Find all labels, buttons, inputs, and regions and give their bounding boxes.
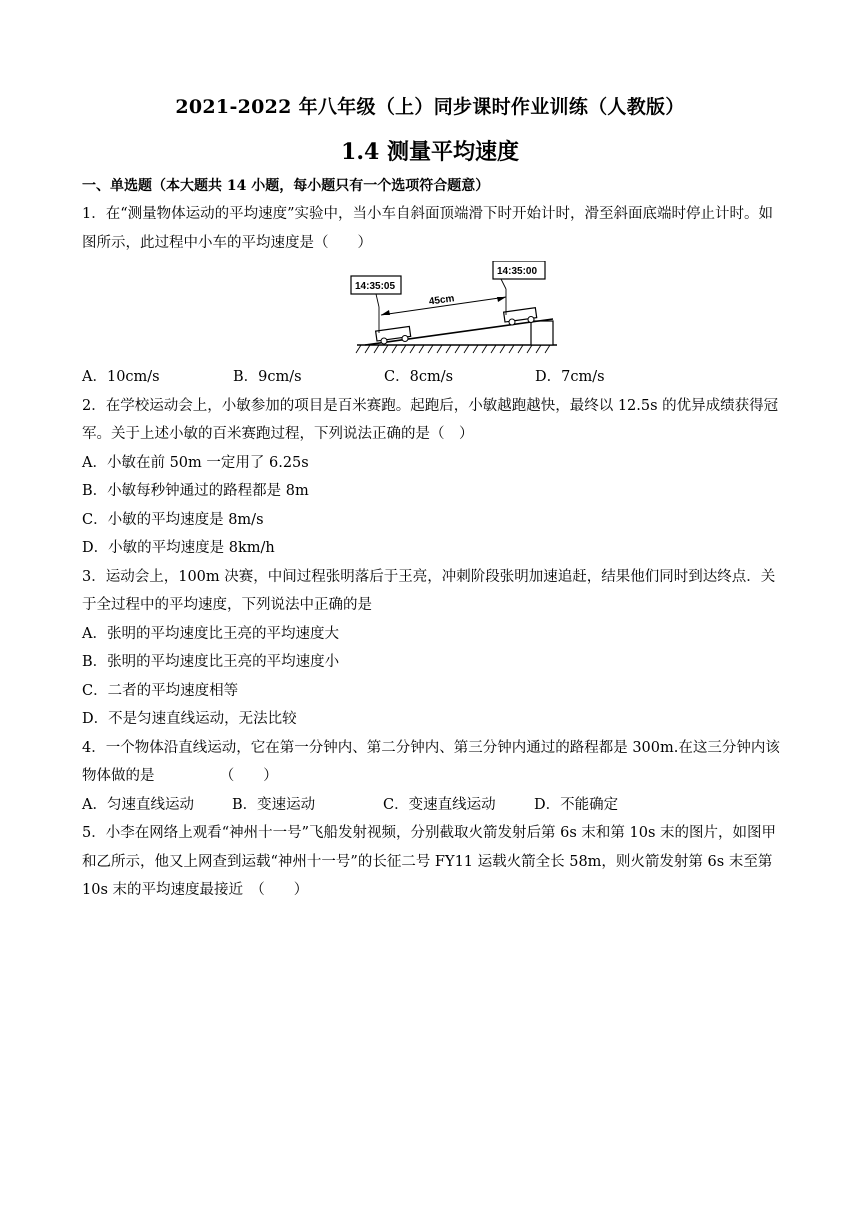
option-b: B．9cm/s: [233, 369, 302, 385]
incline-diagram: [343, 261, 583, 361]
lesson-title: 1.4 测量平均速度: [341, 139, 519, 165]
question-stem: 2．在学校运动会上，小敏参加的项目是百米赛跑。起跑后，小敏越跑越快，最终以 12.5s 的优异成绩获得冠军。关于上述小敏的百米赛跑过程，下列说法正确的是（ ）: [82, 397, 779, 442]
option-b: B．变速运动: [232, 796, 316, 813]
question-options: [82, 363, 782, 392]
option-a: A．小敏在前 50m 一定用了 6.25s: [82, 454, 309, 471]
option-b: B．张明的平均速度比王亮的平均速度小: [82, 654, 340, 670]
question-1: [82, 200, 782, 392]
option-b: B．小敏每秒钟通过的路程都是 8m: [82, 483, 309, 499]
distance-label: 45cm: [428, 293, 456, 308]
option-a: A．匀速直线运动: [82, 796, 194, 813]
arrow-head-right: [497, 297, 506, 302]
question-2: [82, 392, 782, 563]
question-4: [82, 734, 782, 820]
option-a: A．10cm/s: [82, 369, 160, 385]
question-5: [82, 819, 782, 905]
option-c: C．二者的平均速度相等: [82, 682, 239, 699]
arrow-head-left: [381, 310, 390, 315]
question-stem: 5．小李在网络上观看“神州十一号”飞船发射视频，分别截取火箭发射后第 6s 末和第 10s 末的图片，如图甲和乙所示，他又上网查到运载“神州十一号”的长征二号 FY11 运载火箭全长 58m，则火箭发射第 6s 末至第 10s 末的平均速度最接近 （ ）: [82, 825, 777, 898]
option-a: A．张明的平均速度比王亮的平均速度大: [82, 625, 339, 642]
option-c: C．小敏的平均速度是 8m/s: [82, 511, 264, 528]
clock-start-label: 14:35:00: [497, 266, 538, 277]
option-d: D．7cm/s: [535, 369, 605, 385]
incline-figure: [82, 261, 782, 361]
option-d: D．小敏的平均速度是 8km/h: [82, 540, 275, 556]
ground-hatching: [356, 345, 550, 353]
question-options: [82, 791, 782, 820]
question-stem: 3．运动会上，100m 决赛，中间过程张明落后于王亮，冲刺阶段张明加速追赶，结果他们同时到达终点．关于全过程中的平均速度，下列说法中正确的是: [82, 568, 776, 613]
clock-end-label: 14:35:05: [355, 281, 396, 292]
document-title: 2021-2022 年八年级（上）同步课时作业训练（人教版）: [175, 96, 685, 118]
question-list: [82, 200, 782, 905]
cart-top: [504, 308, 537, 325]
option-d: D．不能确定: [534, 796, 619, 813]
question-3: [82, 563, 782, 734]
option-c: C．变速直线运动: [383, 796, 496, 813]
option-d: D．不是匀速直线运动，无法比较: [82, 711, 297, 727]
option-c: C．8cm/s: [384, 369, 454, 385]
support-block: [531, 321, 553, 345]
section-heading: 一、单选题（本大题共 14 小题，每小题只有一个选项符合题意）: [82, 178, 490, 194]
question-stem: 4．一个物体沿直线运动，它在第一分钟内、第二分钟内、第三分钟内通过的路程都是 300m.在这三分钟内该物体做的是 （ ）: [82, 739, 780, 784]
question-stem: 1．在“测量物体运动的平均速度”实验中，当小车自斜面顶端滑下时开始计时，滑至斜面底端时停止计时。如图所示，此过程中小车的平均速度是（ ）: [82, 206, 774, 251]
